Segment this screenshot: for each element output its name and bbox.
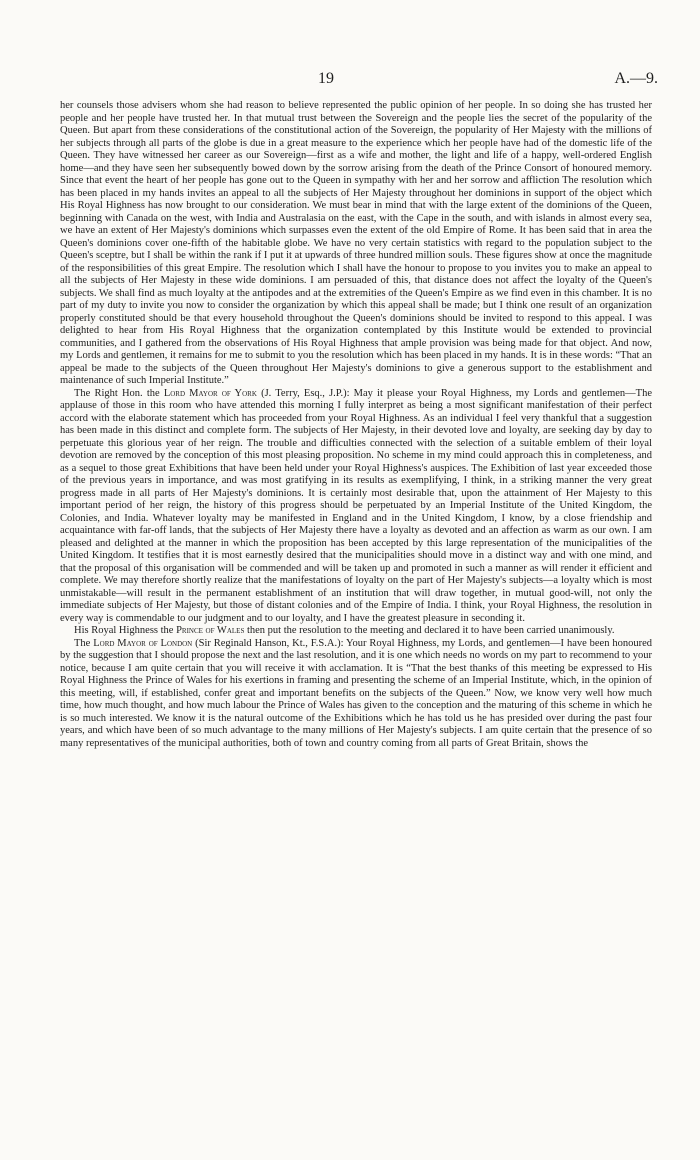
page-header [0, 70, 700, 92]
speaker-name: Lord Mayor of London [93, 637, 193, 649]
paragraph-2-lead: The Right Hon. the [74, 387, 164, 399]
paragraph-3 [60, 625, 652, 638]
body-text [60, 100, 652, 750]
paragraph-4 [60, 638, 652, 751]
paragraph-2 [60, 388, 652, 626]
paragraph-4-text: (Sir Reginald Hanson, Kt., F.S.A.): Your Royal Highness, my Lords, and gentlemen—I have been honoured by the suggestion that I should propose the next and the last resolution, and it is one which needs no words on my part to recommend to your notice, because I am quite certain that you will receive it with acclamation. It is “That the best thanks of this meeting be expressed to His Royal Highness the Prince of Wales for his exertions in framing and presenting the scheme of an Imperial Institute, which, in the opinion of this meeting, will, if established, confer great and important benefits on the subjects of the Queen.” Now, we know very well how much time, how much thought, and how much labour the Prince of Wales has given to the conception and the maturing of this scheme in which he is so much interested. We know it is the natural outcome of the Exhibitions which he has told us he has presided over during the past four years, and which have been of so much advantage to the many millions of Her Majesty's subjects. I am quite certain that the presence of so many representatives of the municipal authorities, both of town and country coming from all parts of Great Britain, shows the [60, 637, 653, 749]
page-number: 19 [318, 70, 334, 87]
speaker-name: Prince of Wales [176, 625, 245, 636]
paragraph-3-text: then put the resolution to the meeting and declared it to have been carried unanimously. [244, 625, 615, 636]
paragraph-1 [60, 100, 652, 388]
speaker-name: Lord Mayor of York [163, 387, 257, 399]
paragraph-1-text: her counsels those advisers whom she had reason to believe represented the public opinion of her people. In so doing she has trusted her people and her people have trusted her. In that mutual trust between the Sovereign and the people lies the secret of the popularity of the Queen. But apart from these considerations of the constitutional action of the Sovereign, the popularity of Her Majesty with the millions of her subjects through all parts of the globe is due in a great measure to the experience which her people have had of the domestic life of the Queen. They have witnessed her career as our Sovereign—first as a wife and mother, the light and life of a happy, well-ordered English home—and they have seen her subsequently bowed down by the sorrow arising from the death of the Prince Consort of honoured memory. Since that event the heart of her people has gone out to the Queen in sympathy with her and her sorrow and affliction The resolution which has been placed in my hands invites an appeal to all the subjects of Her Majesty throughout her dominions in support of the object which His Royal Highness has now brought to our consideration. We must bear in mind that with the large extent of the dominions of the Queen, beginning with Canada on the west, with India and Australasia on the east, with the Cape in the south, and with islands in almost every sea, we have an extent of Her Majesty's dominions which surpasses even the extent of the old Empire of Rome. It has been said that in area the Queen's dominions cover one-fifth of the habitable globe. We have no very certain statistics with regard to the population subject to the Queen's sceptre, but I shall be within the rank if I put it at upwards of three hundred million souls. These figures show at once the magnitude of the responsibilities of this great Empire. The resolution which I shall have the honour to propose to you invites you to make an appeal to all the subjects of Her Majesty in these wide dominions. I am persuaded of this, that distance does not affect the loyalty of the Queen's subjects. We shall find as much loyalty at the antipodes and at the extremities of the Queen's Empire as we find even in this chamber. It is no part of my duty to invite you now to consider the organization by which this appeal shall be made; but I think one result of an organization properly constituted should be that every household throughout the Queen's dominions should be invited to respond to this appeal. I was delighted to hear from His Royal Highness that the organization contemplated by this Institute would be extended to provincial communities, and I gathered from the observations of His Royal Highness that ample provision was being made for that object. And now, my Lords and gentlemen, it remains for me to submit to you the resolution which has been placed in my hands. It is in these words: “That an appeal be made to the subjects of the Queen throughout Her Majesty's dominions to give a generous support to the establishment and maintenance of such Imperial Institute.” [60, 100, 652, 386]
paragraph-4-lead: The [74, 637, 94, 649]
paragraph-3-lead: His Royal Highness the [74, 625, 177, 636]
paragraph-2-text: (J. Terry, Esq., J.P.): May it please your Royal Highness, my Lords and gentlemen—The applause of those in this room who have attended this morning I fully interpret as being a most significant manifestation of their perfect accord with the elaborate statement which has proceeded from your Royal Highness. As an individual I feel very thankful that a suggestion has been made in this distinct and complete form. The subjects of Her Majesty, in their devoted love and loyalty, are seeking day by day to perpetuate this glorious year of her reign. The trouble and difficulties connected with the selection of a suitable emblem of their loyal devotion are removed by the conception of this most pleasing proposition. No scheme in my mind could approach this in completeness, and as a sequel to those great Exhibitions that have been held under your Royal Highness's auspices. The Exhibition of last year exceeded those of the previous years in importance, and was most gratifying in its results as exemplifying, I think, in a striking manner the very great progress made in all parts of Her Majesty's dominions. It is certainly most desirable that, upon the attainment of Her Majesty to this important period of her reign, the history of this progress should be perpetuated by an Imperial Institute of the United Kingdom, the Colonies, and India. Whatever loyalty may be manifested in England and in the United Kingdom, I know, by a close friendship and acquaintance with far-off lands, that the subjects of Her Majesty there have a loyalty as devoted and an affection as warm as our own. I am pleased and delighted at the manner in which the proposition has been accepted by this large representation of the municipalities of the United Kingdom. It testifies that it is most earnestly desired that the municipalities should move in a distinct way and with one mind, and that the proposal of this organisation will be commended and will be taken up and promoted in such a manner as will render it efficient and complete. We may therefore shortly realize that the manifestations of loyalty on the part of Her Majesty's subjects—a loyalty which is most unmistakable—will result in the permanent establishment of an institution that will draw together, in mutual good-will, not only the immediate subjects of Her Majesty, but those of distant colonies and of the Empire of India. I think, your Royal Highness, the resolution in every way is commendable to our judgment and to our loyalty, and I have the greatest pleasure in seconding it. [60, 387, 652, 624]
document-reference: A.—9. [614, 70, 658, 87]
